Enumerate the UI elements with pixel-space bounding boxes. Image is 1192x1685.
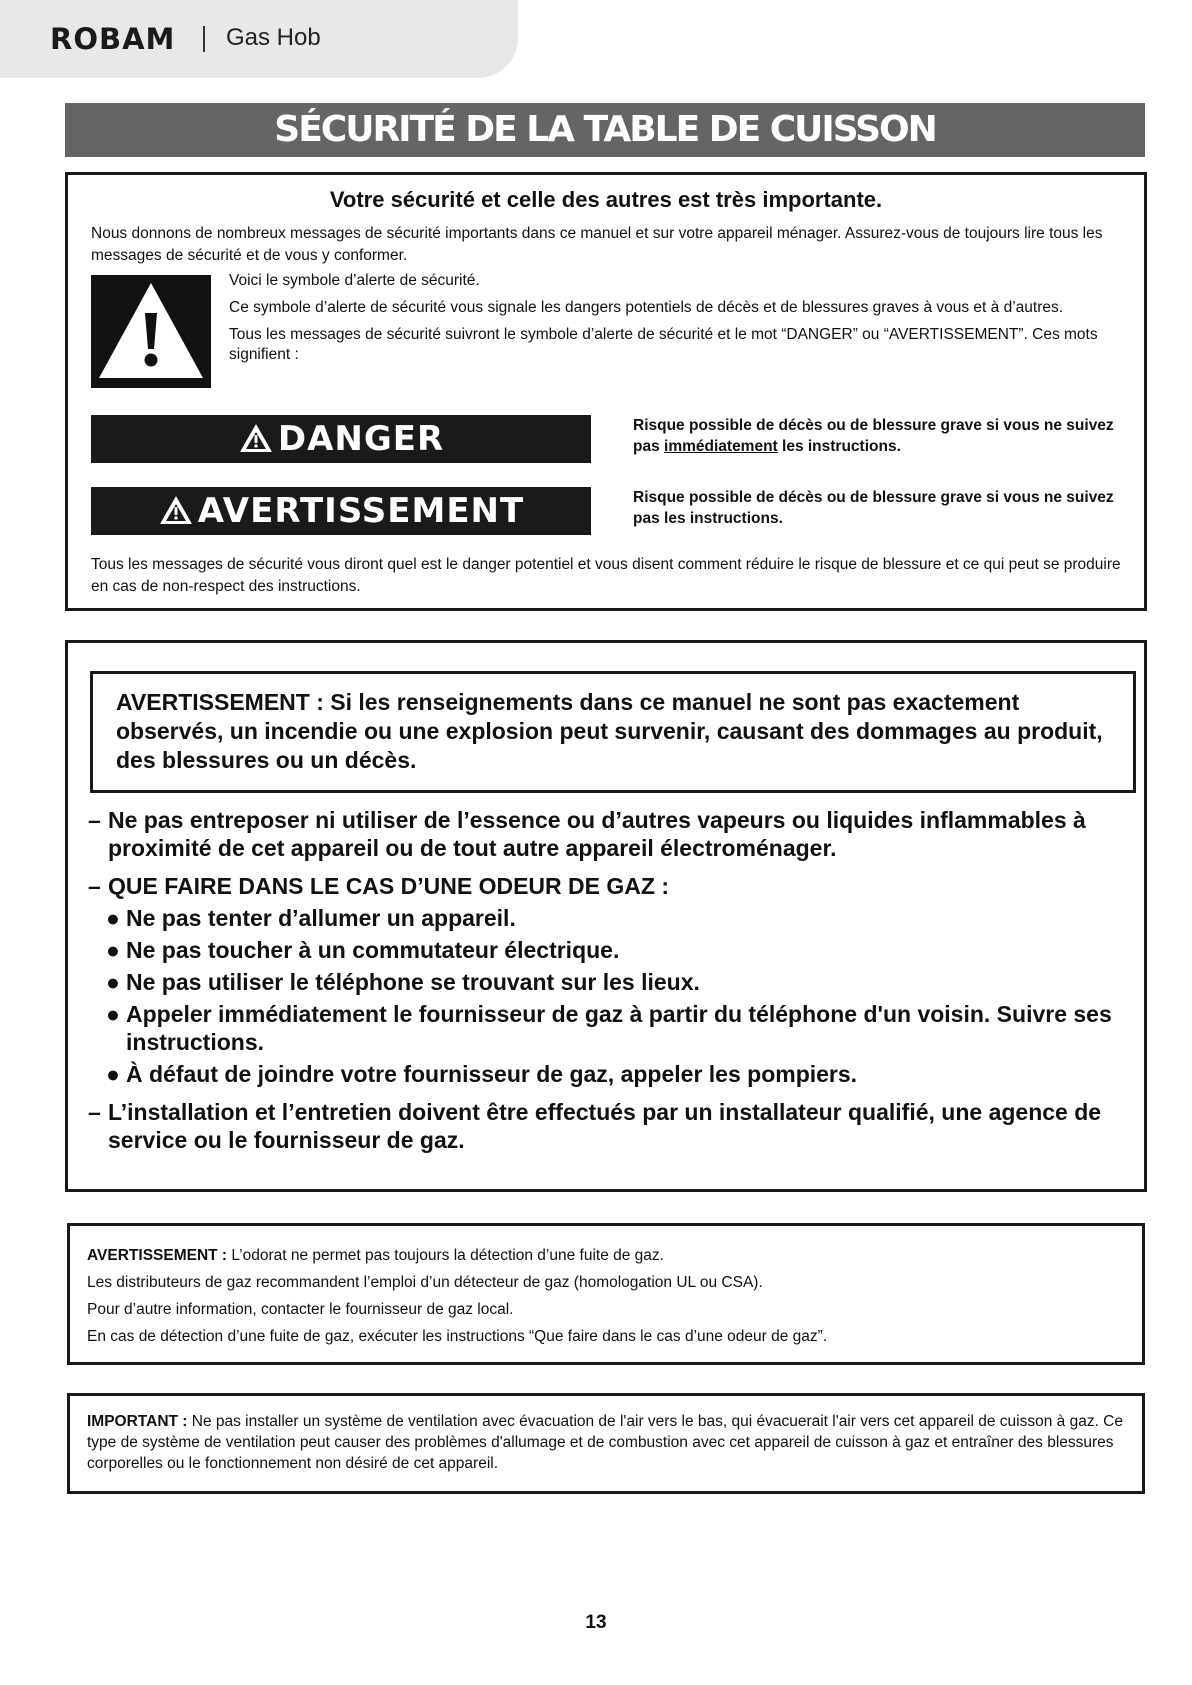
list-item: ● Ne pas utiliser le téléphone se trouvant sur les lieux. <box>106 969 700 995</box>
symbol-line-1: Voici le symbole d’alerte de sécurité. <box>229 272 480 289</box>
gas-smell-heading: – QUE FAIRE DANS LE CAS D’UNE ODEUR DE GAZ : <box>88 873 669 899</box>
safety-alert-icon <box>91 275 211 388</box>
list-item: ● Ne pas toucher à un commutateur électrique. <box>106 937 620 963</box>
warning-description: Risque possible de décès ou de blessure grave si vous ne suivez pas les instructions. <box>633 489 1114 527</box>
danger-signal-bar <box>91 415 591 463</box>
safety-box-outro: Tous les messages de sécurité vous diront quel est le danger potentiel et vous disent comment réduire le risque de blessure et ce qui peut se produire en cas de non-respect des instructions. <box>91 556 1121 595</box>
warning-triangle-icon <box>158 494 194 526</box>
gas-detection-line-2: Les distributeurs de gaz recommandent l’emploi d’un détecteur de gaz (homologation UL ou CSA). <box>87 1274 763 1291</box>
page-title: SÉCURITÉ DE LA TABLE DE CUISSON <box>65 103 1145 157</box>
list-item: ● À défaut de joindre votre fournisseur de gaz, appeler les pompiers. <box>106 1061 858 1087</box>
gas-detection-box <box>67 1223 1145 1365</box>
ventilation-notice-text: IMPORTANT : Ne pas installer un système de ventilation avec évacuation de l'air vers le bas, qui évacuerait l'air vers cet appareil de cuisson à gaz. Ce type de système de ventilation peut causer des problèmes d'allumage et de combustion avec cet appareil de cuisson à gaz et entraîner des blessures corporelles ou le fonctionnement non désiré de cet appareil. <box>87 1413 1124 1472</box>
gas-instructions <box>88 806 1133 1164</box>
gas-smell-steps <box>88 904 1133 1088</box>
gas-warning-box <box>65 640 1147 1192</box>
brand-logo: ROBAM <box>50 22 176 56</box>
safety-box-intro: Nous donnons de nombreux messages de sécurité importants dans ce manuel et sur votre appareil ménager. Assurez-vous de toujours lire tous les messages de sécurité et de vous y conformer. <box>91 225 1103 264</box>
safety-box-title: Votre sécurité et celle des autres est très importante. <box>329 187 883 212</box>
product-name: Gas Hob <box>226 24 321 51</box>
fire-explosion-warning-text: AVERTISSEMENT : Si les renseignements dans ce manuel ne sont pas exactement observés, un incendie ou une explosion peut survenir, causant des dommages au produit, des blessures ou un décès. <box>116 689 1103 773</box>
gas-detection-line-3: Pour d’autre information, contacter le fournisseur de gaz local. <box>87 1301 514 1318</box>
danger-text-end: les instructions. <box>777 438 901 455</box>
gas-detection-text <box>87 1242 1127 1350</box>
list-item: ● Appeler immédiatement le fournisseur de gaz à partir du téléphone d'un voisin. Suivre ses instructions. <box>106 1001 1112 1055</box>
warning-triangle-icon <box>238 422 274 454</box>
header-divider <box>203 26 205 52</box>
danger-description <box>633 415 1133 457</box>
safety-symbols-box <box>65 172 1147 611</box>
ventilation-notice-box <box>67 1393 1145 1494</box>
symbol-line-3: Tous les messages de sécurité suivront le symbole d’alerte de sécurité et le mot “DANGER” ou “AVERTISSEMENT”. Ces mots signifient : <box>229 326 1098 363</box>
gas-detection-line-1: AVERTISSEMENT : L’odorat ne permet pas toujours la détection d’une fuite de gaz. <box>87 1247 664 1264</box>
list-item: – Ne pas entreposer ni utiliser de l’essence ou d’autres vapeurs ou liquides inflammables à proximité de cet appareil ou de tout autre appareil électroménager. <box>88 807 1086 861</box>
symbol-explanation <box>229 271 1109 372</box>
warning-label: AVERTISSEMENT <box>197 491 525 531</box>
list-item: ● Ne pas tenter d’allumer un appareil. <box>106 905 516 931</box>
danger-text-start: Risque possible de décès ou de blessure grave si vous ne suivez pas <box>633 417 1114 455</box>
fire-explosion-warning <box>90 671 1136 793</box>
danger-label: DANGER <box>277 419 445 459</box>
danger-text-emphasis: immédiatement <box>664 438 778 455</box>
warning-signal-bar <box>91 487 591 535</box>
symbol-line-2: Ce symbole d’alerte de sécurité vous signale les dangers potentiels de décès et de blessures graves à vous et à d’autres. <box>229 299 1064 316</box>
page-number: 13 <box>585 1612 607 1633</box>
gas-detection-line-4: En cas de détection d’une fuite de gaz, exécuter les instructions “Que faire dans le cas d’une odeur de gaz”. <box>87 1328 828 1345</box>
list-item: – L’installation et l’entretien doivent être effectués par un installateur qualifié, une agence de service ou le fournisseur de gaz. <box>88 1099 1102 1153</box>
